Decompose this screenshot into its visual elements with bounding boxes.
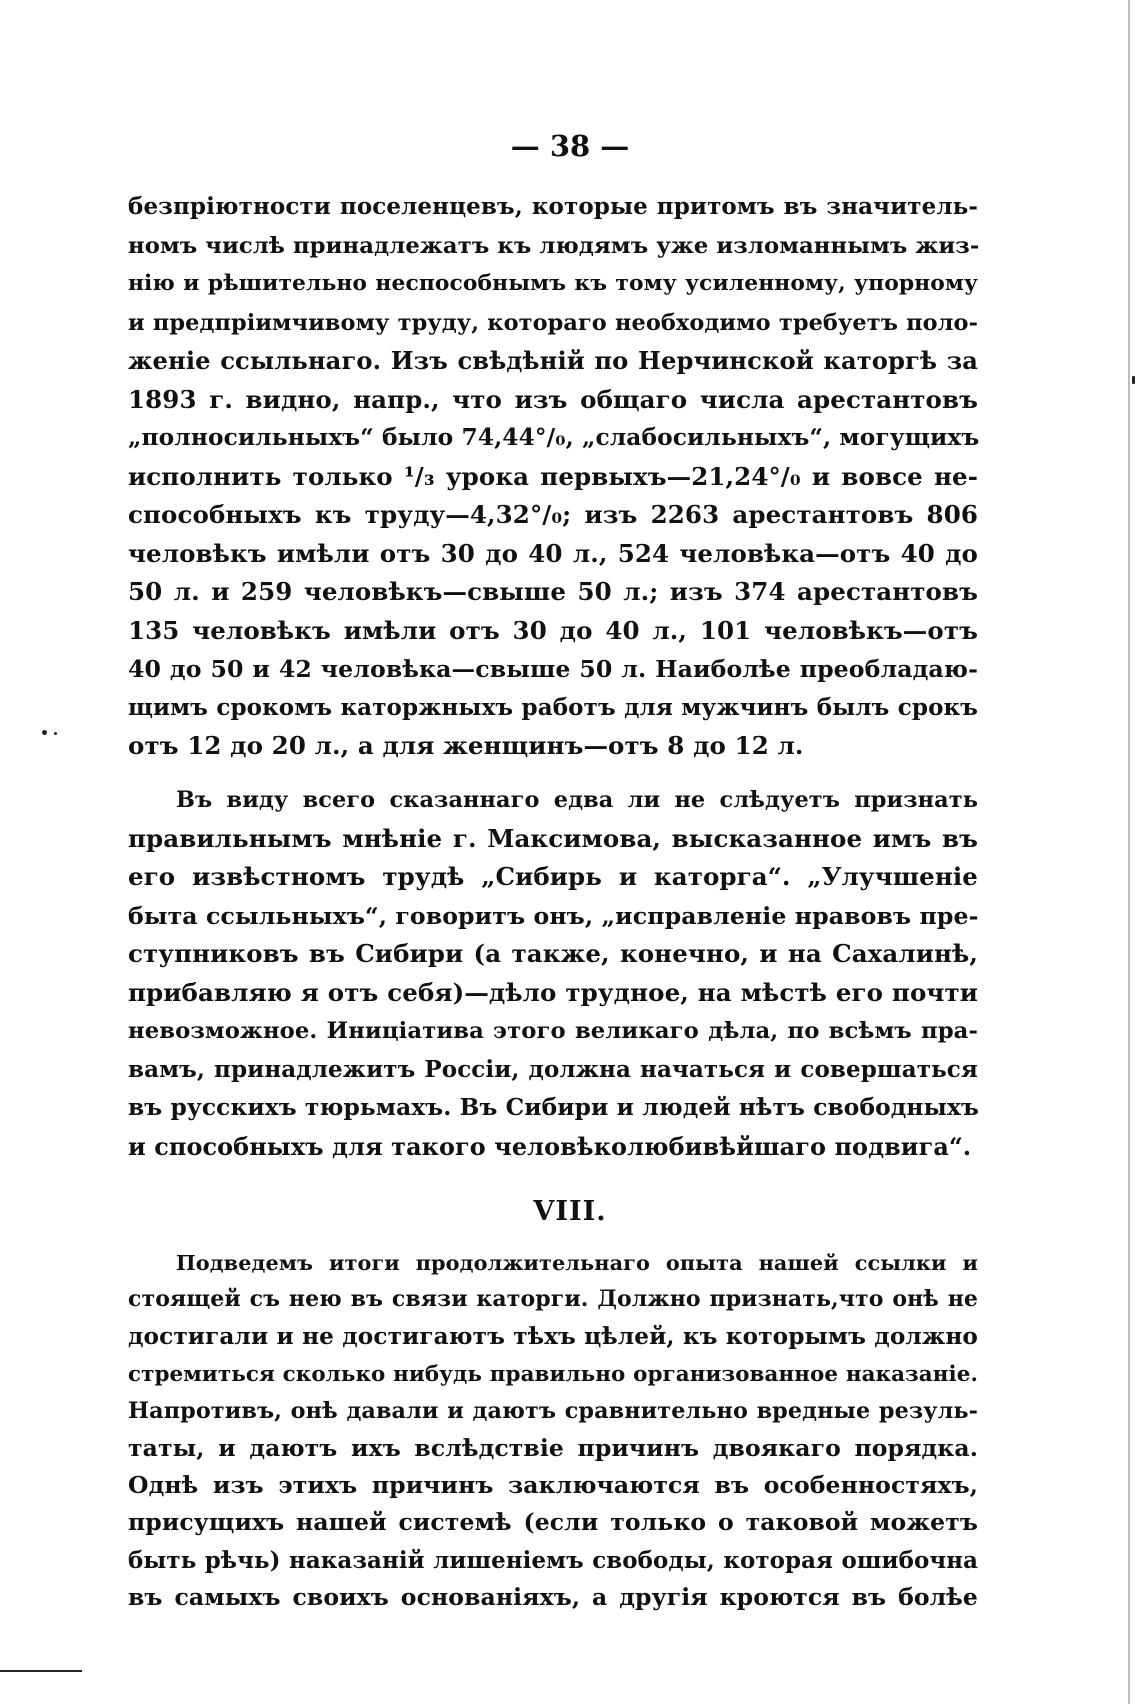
paragraph-1 bbox=[128, 188, 978, 766]
text-line: 50 л. и 259 человѣкъ—свыше 50 л.; изъ 374 арестантовъ bbox=[128, 577, 978, 606]
text-line: щимъ срокомъ каторжныхъ работъ для мужчинъ былъ срокъ bbox=[128, 693, 978, 721]
text-line: отъ 12 до 20 л., а для женщинъ—отъ 8 до 12 л. bbox=[128, 731, 804, 760]
text-line: ступниковъ въ Сибири (а также, конечно, и на Сахалинѣ, bbox=[128, 939, 978, 968]
scan-edge-line bbox=[1128, 0, 1130, 1704]
paragraph-3 bbox=[128, 1244, 978, 1616]
text-line: „полносильныхъ“ было 74,44°/₀, „слабосильныхъ“, могущихъ bbox=[128, 424, 980, 451]
text-line: стоящей съ нею въ связи каторги. Должно признать,что онѣ не bbox=[128, 1286, 978, 1313]
text-line: Напротивъ, онѣ давали и даютъ сравнительно вредные резуль- bbox=[128, 1397, 978, 1424]
text-line: 135 человѣкъ имѣли отъ 30 до 40 л., 101 человѣкъ—отъ bbox=[128, 615, 978, 645]
text-line: исполнить только ¹/₃ урока первыхъ—21,24°/₀ и вовсе не- bbox=[128, 461, 978, 491]
text-line: и предпріимчивому труду, котораго необходимо требуетъ поло- bbox=[128, 309, 978, 336]
page-number: — 38 — bbox=[510, 129, 630, 163]
text-line: Однѣ изъ этихъ причинъ заключаются въ особенностяхъ, bbox=[128, 1471, 978, 1500]
paragraph-2 bbox=[128, 781, 978, 1166]
text-line: 40 до 50 и 42 человѣка—свыше 50 л. Наиболѣе преобладаю- bbox=[128, 655, 978, 683]
text-line: женіе ссыльнаго. Изъ свѣдѣній по Нерчинской каторгѣ за bbox=[128, 346, 978, 375]
text-line: и способныхъ для такого человѣколюбивѣйшаго подвига“. bbox=[128, 1132, 972, 1161]
scan-speck bbox=[54, 732, 57, 735]
text-line: нію и рѣшительно неспособнымъ къ тому усиленному, упорному bbox=[128, 271, 978, 296]
text-line: прибавляю я отъ себя)—дѣло трудное, на мѣстѣ его почти bbox=[128, 977, 978, 1007]
text-line: номъ числѣ принадлежатъ къ людямъ уже изломаннымъ жиз- bbox=[128, 232, 980, 259]
text-line: вамъ, принадлежитъ Россіи, должна начаться и совершаться bbox=[128, 1055, 978, 1083]
text-line: Подведемъ итоги продолжительнаго опыта нашей ссылки и bbox=[176, 1250, 978, 1275]
text-line: достигали и не достигаютъ тѣхъ цѣлей, къ которымъ должно bbox=[128, 1323, 978, 1351]
text-line: безпріютности поселенцевъ, которые притомъ въ значитель- bbox=[128, 193, 978, 220]
scan-edge-line bbox=[0, 1670, 82, 1672]
text-line: стремиться сколько нибудь правильно организованное наказаніе. bbox=[128, 1361, 978, 1387]
text-line: Въ виду всего сказаннаго едва ли не слѣдуетъ признать bbox=[176, 787, 978, 813]
text-line: его извѣстномъ трудѣ „Сибирь и каторга“. „Улучшеніе bbox=[128, 862, 978, 891]
text-line: быть рѣчь) наказаній лишеніемъ свободы, которая ошибочна bbox=[128, 1546, 978, 1574]
text-line: въ самыхъ своихъ основаніяхъ, а другія кроются въ болѣе bbox=[128, 1582, 978, 1611]
text-line: способныхъ къ труду—4,32°/₀; изъ 2263 арестантовъ 806 bbox=[128, 500, 978, 529]
text-line: человѣкъ имѣли отъ 30 до 40 л., 524 человѣка—отъ 40 до bbox=[128, 538, 978, 568]
text-line: въ русскихъ тюрьмахъ. Въ Сибири и людей нѣтъ свободныхъ bbox=[128, 1094, 979, 1121]
section-heading: VIII. bbox=[533, 1196, 607, 1227]
text-line: присущихъ нашей системѣ (если только о таковой можетъ bbox=[128, 1508, 978, 1537]
scan-speck bbox=[1132, 376, 1135, 384]
text-line: 1893 г. видно, напр., что изъ общаго числа арестантовъ bbox=[128, 384, 978, 414]
text-line: невозможное. Иниціатива этого великаго дѣла, по всѣмъ пра- bbox=[128, 1018, 978, 1044]
text-line: таты, и даютъ ихъ вслѣдствіе причинъ двоякаго порядка. bbox=[128, 1433, 978, 1462]
scan-speck bbox=[42, 730, 47, 735]
text-line: правильнымъ мнѣніе г. Максимова, высказанное имъ въ bbox=[128, 823, 978, 853]
text-line: быта ссыльныхъ“, говоритъ онъ, „исправленіе нравовъ пре- bbox=[128, 901, 979, 930]
